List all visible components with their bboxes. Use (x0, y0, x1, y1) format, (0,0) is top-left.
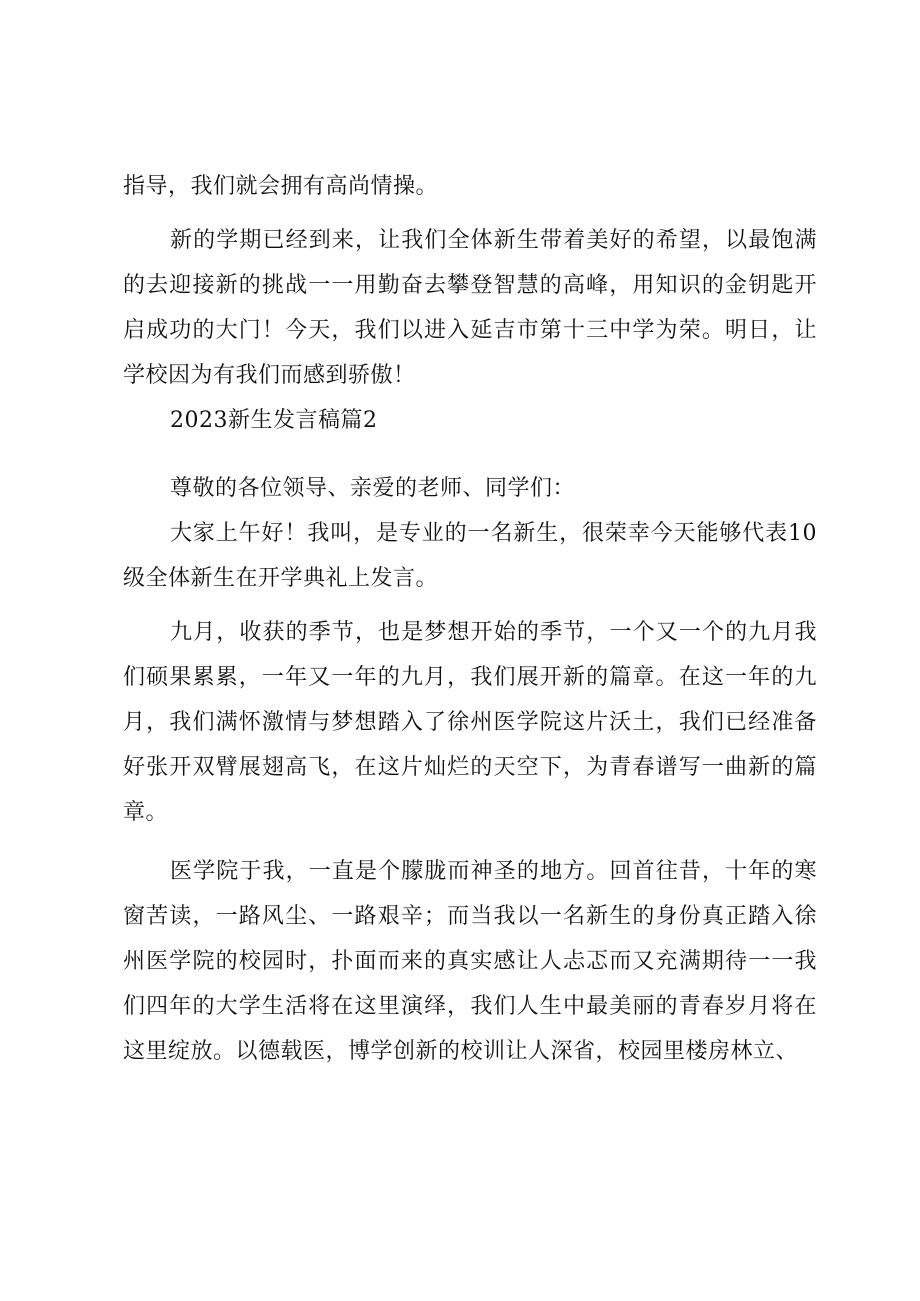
section-heading: 2023新生发言稿篇2 (170, 408, 378, 433)
paragraph-continuation: 指导，我们就会拥有高尚情操。 (123, 174, 439, 199)
document-body (123, 164, 817, 1074)
salutation: 尊敬的各位领导、亲爱的老师、同学们： (170, 476, 576, 501)
paragraph-medical-school: 医学院于我，一直是个朦胧而神圣的地方。回首往昔，十年的寒窗苦读，一路风尘、一路艰辛；而当我以一名新生的身份真正踏入徐州医学院的校园时，扑面而来的真实感让人忐忑而又充满期待一一我们四年的大学生活将在这里演绎，我们人生中最美丽的青春岁月将在这里绽放。以德载医，博学创新的校训让人深省，校园里楼房林立、 (123, 859, 817, 1064)
paragraph-september: 九月，收获的季节，也是梦想开始的季节，一个又一个的九月我们硕果累累，一年又一年的九月，我们展开新的篇章。在这一年的九月，我们满怀激情与梦想踏入了徐州医学院这片沃土，我们已经准备好张开双臂展翅高飞，在这片灿烂的天空下，为青春谱写一曲新的篇章。 (123, 620, 817, 825)
paragraph-new-semester: 新的学期已经到来，让我们全体新生带着美好的希望，以最饱满的去迎接新的挑战一一用勤奋去攀登智慧的高峰，用知识的金钥匙开启成功的大门！今天，我们以进入延吉市第十三中学为荣。明日，让学校因为有我们而感到骄傲！ (123, 228, 817, 388)
paragraph-greeting: 大家上午好！我叫，是专业的一名新生，很荣幸今天能够代表10级全体新生在开学典礼上发言。 (123, 521, 817, 591)
